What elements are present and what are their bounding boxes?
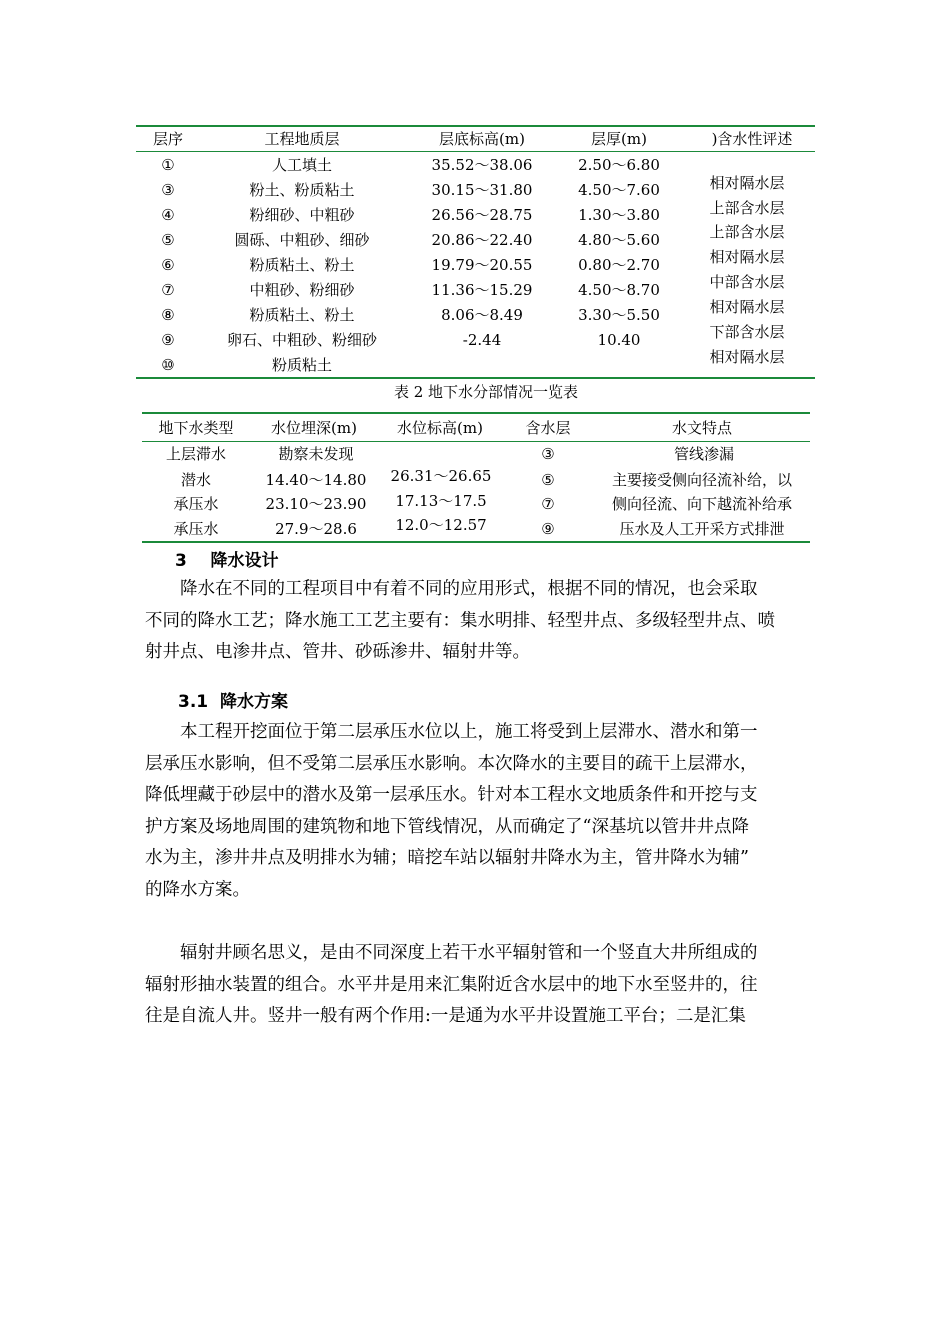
table2-header-rule [142, 441, 810, 442]
table1-water-note: 中部含水层 [709, 273, 785, 291]
table1-top-rule [136, 125, 815, 127]
table2-bottom-rule [142, 541, 810, 543]
table2-depth: 14.40～14.80 [265, 471, 367, 489]
table1-header-thick: 层厚(m) [591, 130, 647, 148]
table1-elev: 35.52～38.06 [431, 156, 533, 174]
table1-elev: 19.79～20.55 [431, 256, 533, 274]
table1-layer: 粉质粘土 [271, 356, 333, 374]
table1-seq: ③ [161, 181, 175, 199]
table1-elev: 30.15～31.80 [431, 181, 533, 199]
table1-seq: ⑤ [161, 231, 175, 249]
table1-seq: ① [161, 156, 175, 174]
para-line: 射井点、电渗井点、管井、砂砾渗井、辐射井等。 [145, 642, 530, 662]
table1-layer: 卵石、中粗砂、粉细砂 [226, 331, 378, 349]
table1-water-note: 上部含水层 [709, 199, 785, 217]
table2-note: 管线渗漏 [673, 445, 735, 463]
table1-seq: ④ [161, 206, 175, 224]
table1-layer: 粉土、粉质粘土 [249, 181, 355, 199]
para-line: 的降水方案。 [145, 879, 250, 900]
table1-header-layer: 工程地质层 [264, 130, 340, 148]
para-line: 本工程开挖面位于第二层承压水位以上，施工将受到上层滞水、潜水和第一 [180, 722, 758, 742]
table1-bottom-rule [136, 377, 815, 379]
table2-header-elev: 水位标高(m) [397, 419, 483, 437]
table1-elev: -2.44 [462, 331, 502, 349]
table1-layer: 人工填土 [271, 156, 333, 174]
table2-depth: 勘察未发现 [278, 445, 354, 463]
table2-header-depth: 水位埋深(m) [271, 419, 357, 437]
para-line: 不同的降水工艺；降水施工工艺主要有：集水明排、轻型井点、多级轻型井点、喷 [145, 610, 775, 631]
table1-seq: ⑩ [161, 356, 175, 374]
table1-layer: 中粗砂、粉细砂 [249, 281, 355, 299]
table2-note: 压水及人工开采方式排泄 [619, 520, 785, 538]
table1-thick: 2.50～6.80 [578, 156, 660, 174]
table1-thick: 3.30～5.50 [578, 306, 660, 324]
table1-seq: ⑥ [161, 256, 175, 274]
table2-aquifer: ⑦ [541, 495, 555, 513]
table2-header-aquifer: 含水层 [525, 419, 571, 437]
para-line: 护方案及场地周围的建筑物和地下管线情况，从而确定了“深基坑以管井井点降 [145, 816, 749, 837]
table1-layer: 粉细砂、中粗砂 [249, 206, 355, 224]
table2-elev: 12.0～12.57 [395, 516, 487, 534]
table2-type: 上层滞水 [165, 445, 227, 463]
table2-type: 承压水 [173, 495, 219, 513]
table1-water-note: 相对隔水层 [709, 174, 785, 192]
table1-seq: ⑨ [161, 331, 175, 349]
para-line: 降水在不同的工程项目中有着不同的应用形式，根据不同的情况，也会采取 [180, 579, 758, 599]
table1-elev: 8.06～8.49 [441, 306, 523, 324]
table2-elev: 17.13～17.5 [395, 492, 487, 510]
table1-water-note: 相对隔水层 [709, 298, 785, 316]
table2-aquifer: ⑤ [541, 471, 555, 489]
para-line: 水为主，渗井井点及明排水为辅；暗挖车站以辐射井降水为主，管井降水为辅” [145, 848, 749, 868]
table2-elev: 26.31～26.65 [390, 467, 492, 485]
table2-note: 主要接受侧向径流补给，以 [611, 471, 793, 489]
table1-thick: 4.50～7.60 [578, 181, 660, 199]
table2-aquifer: ③ [541, 445, 555, 463]
table1-thick: 1.30～3.80 [578, 206, 660, 224]
table1-header-water: )含水性评述 [711, 130, 793, 148]
table1-layer: 粉质粘土、粉土 [249, 306, 355, 324]
table2-header-type: 地下水类型 [158, 419, 234, 437]
section-heading-3-1: 3.1 降水方案 [178, 692, 288, 712]
table2-type: 潜水 [180, 471, 212, 489]
para-line: 辐射形抽水装置的组合。水平井是用来汇集附近含水层中的地下水至竖井的，往 [145, 974, 758, 995]
table2-aquifer: ⑨ [541, 520, 555, 538]
table1-elev: 26.56～28.75 [431, 206, 533, 224]
table2-type: 承压水 [173, 520, 219, 538]
table2-depth: 27.9～28.6 [275, 520, 357, 538]
section3-paragraph [145, 574, 810, 669]
table2-note: 侧向径流、向下越流补给承 [611, 495, 793, 513]
table1-elev: 20.86～22.40 [431, 231, 533, 249]
table2-caption: 表 2 地下水分部情况一览表 [393, 383, 579, 401]
table1-water-note: 相对隔水层 [709, 348, 785, 366]
table1-thick: 10.40 [597, 331, 641, 349]
table1-seq: ⑦ [161, 281, 175, 299]
para-line: 往是自流人井。竖井一般有两个作用:一是通为水平井设置施工平台；二是汇集 [145, 1006, 746, 1026]
table1-header-rule [136, 151, 815, 152]
para-line: 层承压水影响，但不受第二层承压水影响。本次降水的主要目的疏干上层滞水， [145, 753, 758, 774]
table1-thick: 4.80～5.60 [578, 231, 660, 249]
table1-elev: 11.36～15.29 [431, 281, 533, 299]
table1-layer: 圆砾、中粗砂、细砂 [234, 231, 370, 249]
table1-water-note: 上部含水层 [709, 223, 785, 241]
table1-water-note: 下部含水层 [709, 323, 785, 341]
table2-top-rule [142, 412, 810, 414]
table2-header-note: 水文特点 [671, 419, 733, 437]
table1-header-elev: 层底标高(m) [439, 130, 525, 148]
table1-seq: ⑧ [161, 306, 175, 324]
table1-thick: 0.80～2.70 [578, 256, 660, 274]
table1-water-note: 相对隔水层 [709, 248, 785, 266]
section-heading-3: 3 降水设计 [175, 551, 279, 571]
section31-paragraph-1 [145, 717, 810, 906]
para-line: 辐射井顾名思义，是由不同深度上若干水平辐射管和一个竖直大井所组成的 [180, 943, 758, 963]
table1-header-seq: 层序 [152, 130, 184, 148]
section31-paragraph-2 [145, 938, 810, 1033]
para-line: 降低埋藏于砂层中的潜水及第一层承压水。针对本工程水文地质条件和开挖与支 [145, 785, 758, 805]
table1-layer: 粉质粘土、粉土 [249, 256, 355, 274]
table1-thick: 4.50～8.70 [578, 281, 660, 299]
table2-depth: 23.10～23.90 [265, 495, 367, 513]
